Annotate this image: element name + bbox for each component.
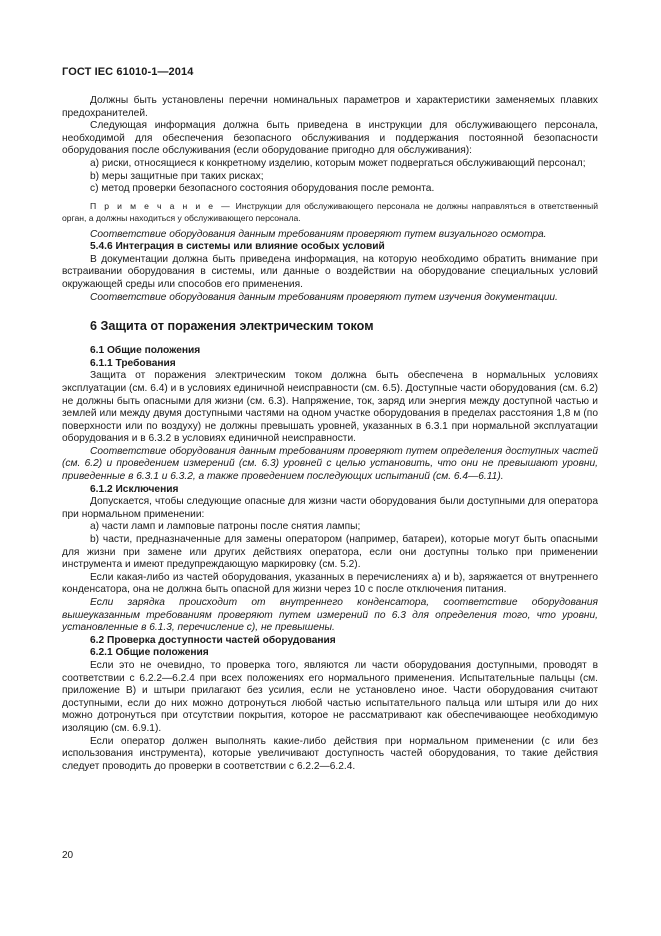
- paragraph-capacitor: Если какая-либо из частей оборудования, указанных в перечислениях a) и b), заряжается от внутреннего конденсатора, она не должна быть опасной для жизни через 10 с после отключения питания.: [62, 571, 598, 596]
- heading-6-1-1: 6.1.1 Требования: [90, 357, 176, 369]
- paragraph-accessibility-check: Если это не очевидно, то проверка того, являются ли части оборудования доступными, проводят в соответствии с 6.2.2—6.2.4 при всех положениях его нормального применения. Испытательные пальцы (см. приложение B) и штыри прилагают без усилия, если не установлено иное. Части оборудования считают доступными, если до них можно дотронуться любой частью испытательного пальца или штыря или до них можно дотронуться при отсутствии покрытия, которое не рассматривают как обеспечивающее необходимую изоляцию (см. 6.9.1).: [62, 659, 598, 734]
- note-text: Инструкции для обслуживающего персонала не должны направляться в ответственный орган, а должны находиться у обслуживающего персонала.: [62, 200, 599, 224]
- heading-5-4-6: 5.4.6 Интеграция в системы или влияние особых условий: [90, 241, 385, 253]
- exception-item-b: b) части, предназначенные для замены оператором (например, батареи), которые могут быть опасными для жизни при замене или других действиях оператора, если они доступны только при применении инструмента и имеют предупреждающую маркировку (см. 5.2).: [62, 534, 598, 571]
- heading-6-1-2: 6.1.2 Исключения: [90, 483, 179, 495]
- compliance-visual-inspection: Соответствие оборудования данным требованиям проверяют путем визуального осмотра.: [90, 228, 547, 240]
- list-item-c: c) метод проверки безопасного состояния оборудования после ремонта.: [90, 183, 435, 195]
- compliance-capacitor: Если зарядка происходит от внутреннего конденсатора, соответствие оборудования вышеуказанным требованиям проверяют путем измерений по 6.3 для определения того, что уровни, установленные в 6.1.3, перечисление c), не превышены.: [62, 597, 598, 634]
- compliance-accessible-parts: Соответствие оборудования данным требованиям проверяют путем определения доступных частей (см. 6.2) и проведением измерений (см. 6.3) уровней с целью установить, что они не превышают уровни, приведенные в 6.3.1 и 6.3.2, а также проведением последующих испытаний (см. 6.4—6.11).: [62, 445, 598, 483]
- paragraph-fuse-ratings: Должны быть установлены перечни номинальных параметров и характеристики заменяемых плавких предохранителей.: [62, 95, 598, 119]
- paragraph-exceptions-intro: Допускается, чтобы следующие опасные для жизни части оборудования были доступными для оператора при нормальном применении:: [62, 496, 598, 520]
- heading-6-2-1: 6.2.1 Общие положения: [90, 647, 209, 659]
- heading-6-1: 6.1 Общие положения: [90, 345, 201, 357]
- heading-6-2: 6.2 Проверка доступности частей оборудования: [90, 634, 336, 646]
- page-body: [62, 95, 598, 773]
- exception-item-a: a) части ламп и ламповые патроны после снятия лампы;: [90, 521, 361, 533]
- paragraph-integration: В документации должна быть приведена информация, на которую необходимо обратить внимание при встраивании оборудования в системы, или данные о воздействии на оборудование специальных условий окружающей среды или способов его применения.: [62, 253, 598, 290]
- note: [62, 200, 598, 225]
- paragraph-operator-actions: Если оператор должен выполнять какие-либо действия при нормальном применении (с или без использования инструмента), которые увеличивают доступность частей оборудования, то такие действия следует проводить до проверки в соответствии с 6.2.2—6.2.4.: [62, 735, 598, 772]
- list-item-b: b) меры защитные при таких рисках;: [90, 170, 264, 182]
- compliance-documentation: Соответствие оборудования данным требованиям проверяют путем изучения документации.: [90, 291, 558, 303]
- standard-header: ГОСТ IEC 61010-1—2014: [62, 66, 194, 78]
- paragraph-protection-requirements: Защита от поражения электрическим током должна быть обеспечена в нормальных условиях эксплуатации (см. 6.4) и в условиях единичной неисправности (см. 6.5). Доступные части оборудования (см. 6.2) не должны быть опасными для жизни (см. 6.3). Напряжение, ток, заряд или энергия между доступной частью и землей или между двумя доступными частями на одном участке оборудования в пределах расстояния 1,8 м (по поверхности или по воздуху) не должны превышать уровней, указанных в 6.3.1 при нормальной эксплуатации оборудования и в 6.3.2 в условиях единичной неисправности.: [62, 370, 598, 445]
- list-item-a: a) риски, относящиеся к конкретному изделию, которым может подвергаться обслуживающий персонал;: [90, 157, 586, 169]
- page-number: 20: [62, 850, 74, 861]
- heading-section-6: 6 Защита от поражения электрическим током: [90, 319, 374, 334]
- paragraph-service-instructions: Следующая информация должна быть приведена в инструкции для обслуживающего персонала, необходимой для обеспечения безопасного обслуживания и поддержания постоянной безопасности оборудования после обслуживания (если оборудование пригодно для обслуживания):: [62, 120, 598, 157]
- note-label: П р и м е ч а н и е —: [90, 200, 232, 211]
